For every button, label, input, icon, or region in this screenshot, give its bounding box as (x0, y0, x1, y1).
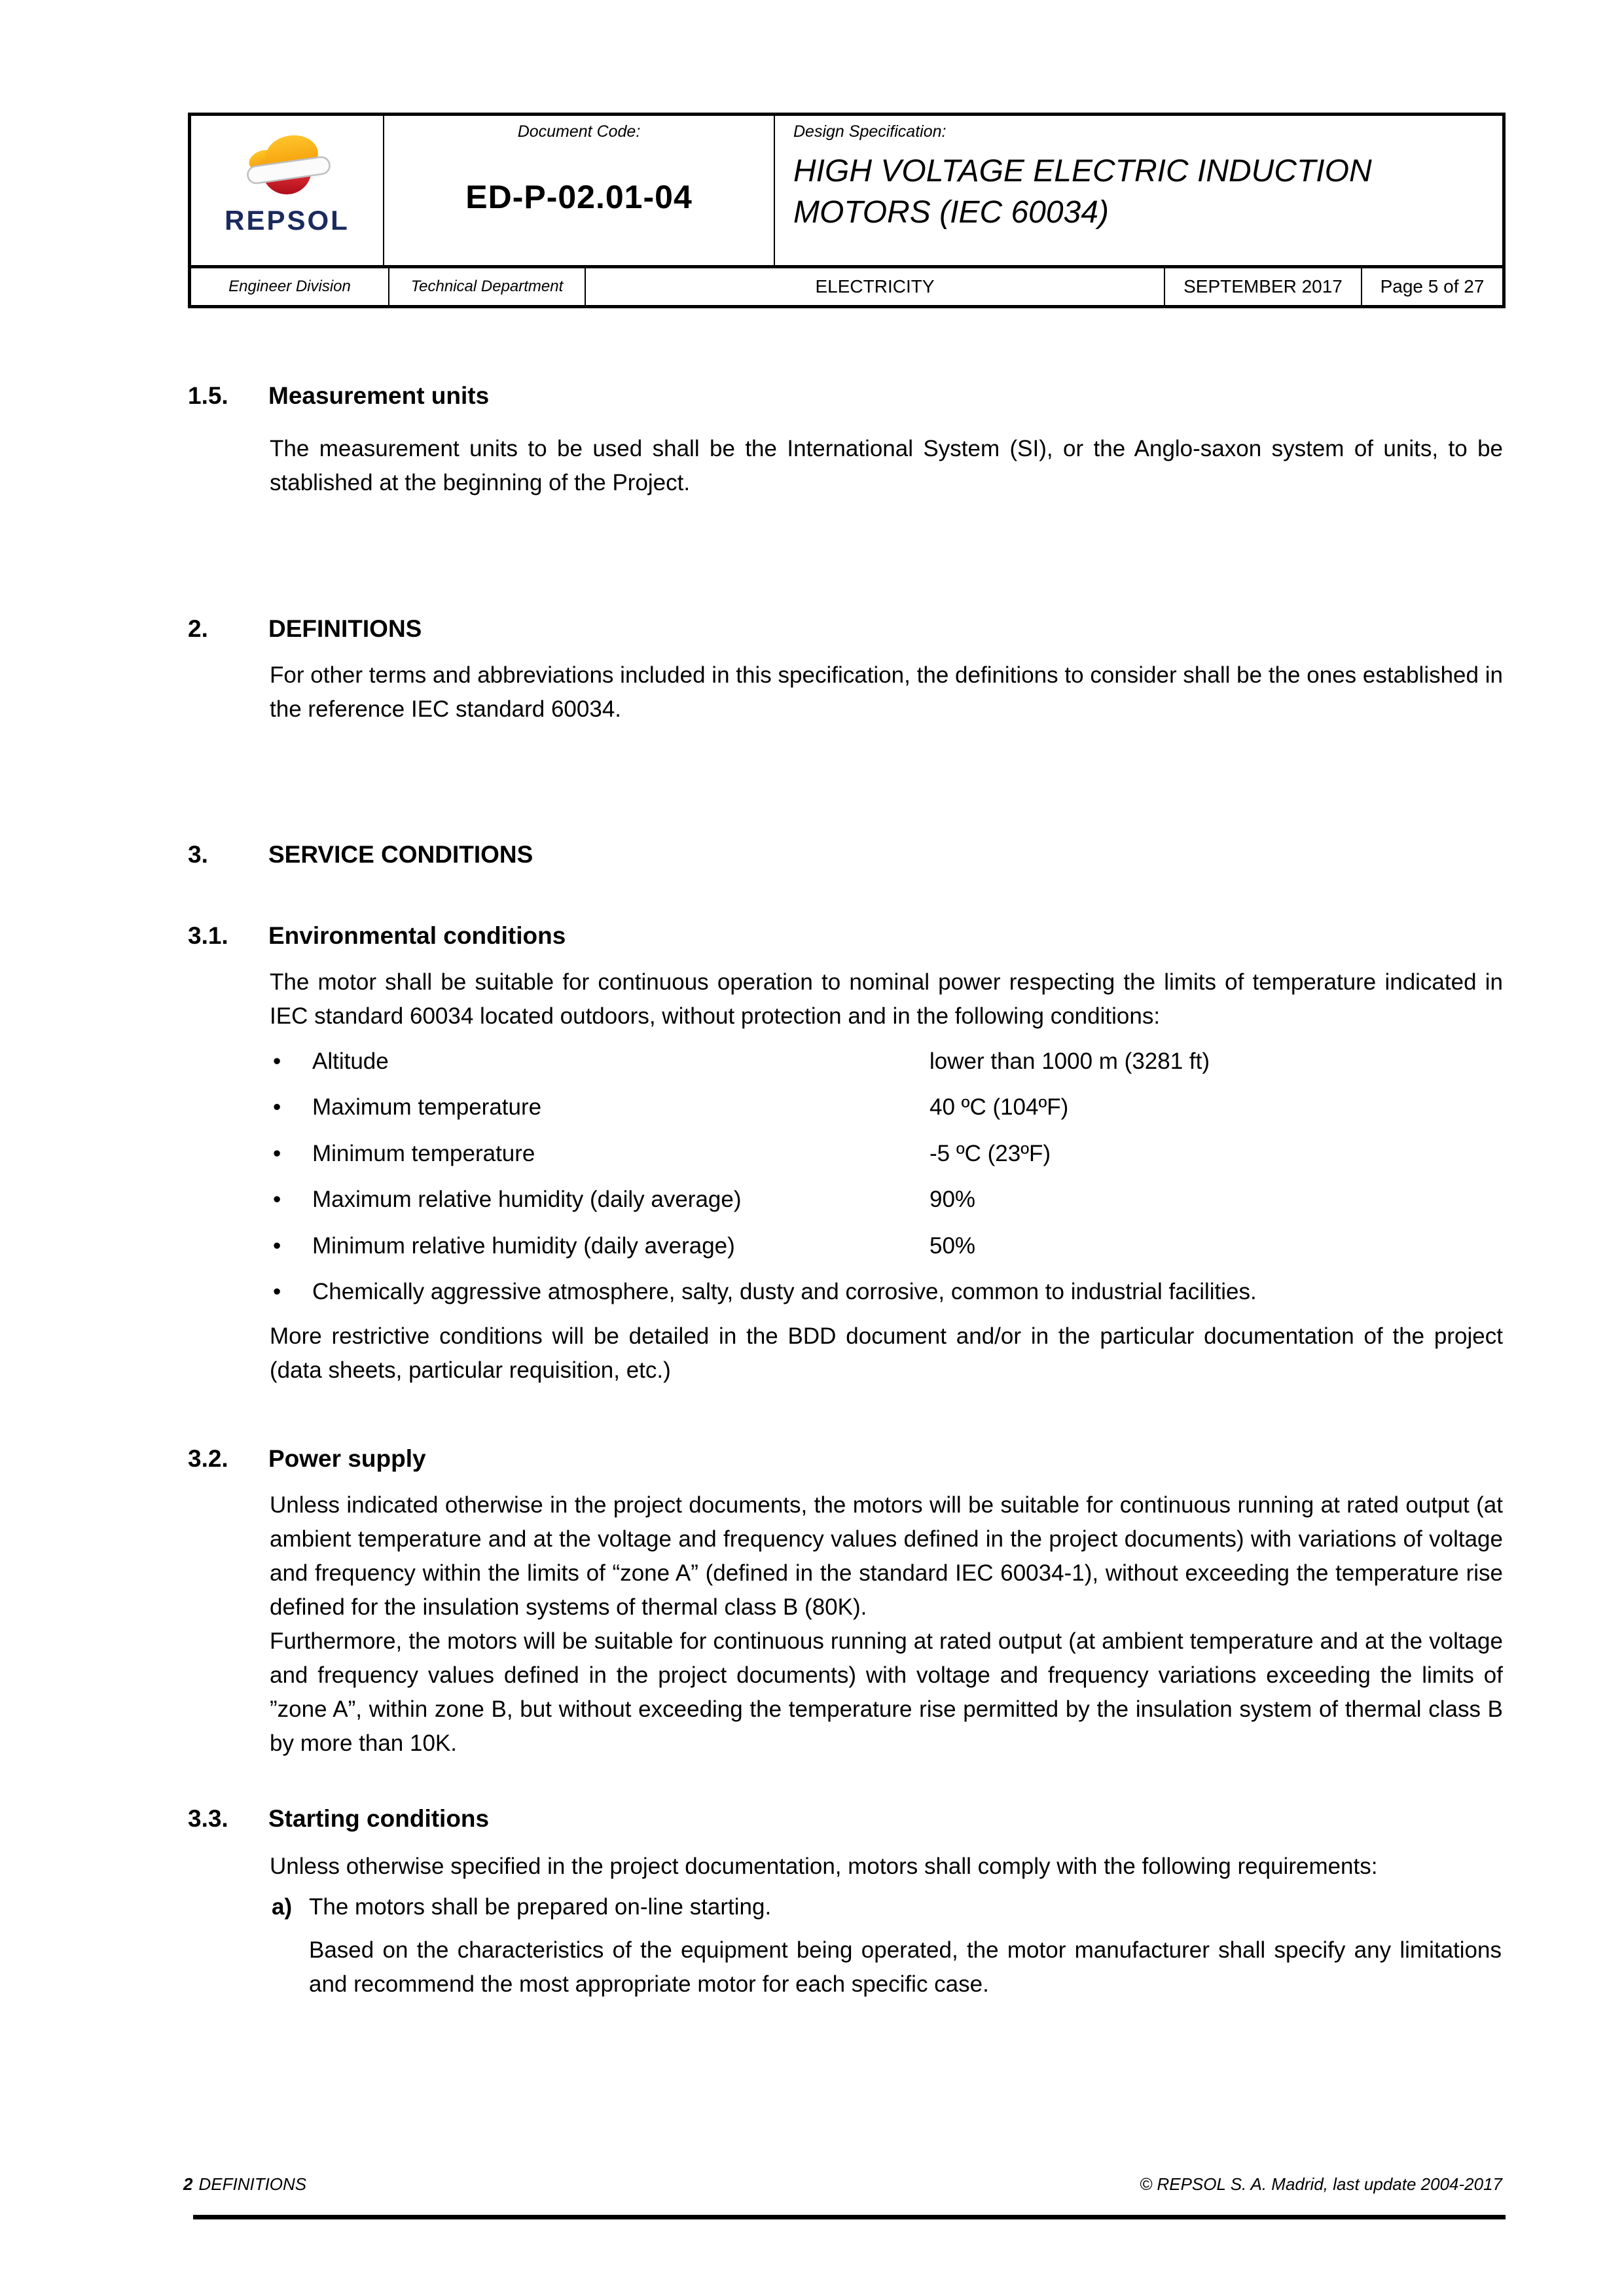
bullet-icon: • (273, 1049, 281, 1074)
section-heading-3 (188, 840, 533, 870)
section-heading-2 (188, 614, 422, 644)
section-title: Environmental conditions (268, 922, 566, 949)
document-title (793, 151, 1372, 233)
bullet-label: Maximum relative humidity (daily average) (312, 1187, 742, 1212)
discipline-cell: ELECTRICITY (586, 268, 1165, 305)
section-heading-3-1 (188, 921, 566, 951)
paragraph-item-a-detail: Based on the characteristics of the equipment being operated, the motor manufacturer shall specify any limitations and recommend the most appropriate motor for each specific case. (309, 1937, 1502, 1997)
bullet-row-min-temperature (270, 1137, 1503, 1171)
section-heading-1-5 (188, 381, 489, 411)
footer-rule (193, 2215, 1506, 2219)
paragraph-measurement-units: The measurement units to be used shall be the International System (SI), or the Anglo-saxon system of units, to be stablished at the beginning of the Project. (270, 436, 1503, 495)
bullet-value: -5 ºC (23ºF) (929, 1141, 1051, 1166)
paragraph-power-supply-2: Furthermore, the motors will be suitable for continuous running at rated output (at ambient temperature and at the voltage and frequency values defined in the project documents) with voltage and frequency variations exceeding the limits of ”zone A”, within zone B, but without exceeding the temperature rise permitted by the insulation system of thermal class B by more than 10K. (270, 1628, 1503, 1756)
document-title-line2: MOTORS (IEC 60034) (793, 195, 1109, 230)
bullet-row-atmosphere (270, 1275, 1503, 1309)
repsol-brand-wordmark: REPSOL (225, 205, 350, 236)
section-heading-3-2 (188, 1444, 426, 1474)
header-meta-row (191, 268, 1502, 305)
design-spec-cell (775, 116, 1502, 265)
section-number: 3.2. (188, 1445, 228, 1472)
bullet-value: 40 ºC (104ºF) (929, 1094, 1069, 1120)
technical-department-cell: Technical Department (389, 268, 586, 305)
bullet-label: Minimum relative humidity (daily average) (312, 1233, 735, 1259)
bullet-icon: • (273, 1279, 281, 1304)
section-title: Power supply (268, 1445, 426, 1472)
alpha-list-item-a (272, 1890, 1502, 1924)
bullet-label: Minimum temperature (312, 1141, 535, 1166)
bullet-icon: • (273, 1141, 281, 1166)
repsol-logo-icon (238, 133, 336, 198)
bullet-value: lower than 1000 m (3281 ft) (929, 1049, 1210, 1074)
bullet-label: Maximum temperature (312, 1094, 542, 1120)
paragraph-more-restrictive: More restrictive conditions will be detailed in the BDD document and/or in the particular documentation of the project (data sheets, particular requisition, etc.) (270, 1323, 1503, 1383)
bullet-value: 50% (929, 1233, 976, 1259)
alpha-text: The motors shall be prepared on-line starting. (309, 1894, 772, 1920)
bullet-row-max-humidity (270, 1183, 1503, 1217)
bullet-icon: • (273, 1187, 281, 1212)
document-code-label: Document Code: (517, 122, 641, 141)
bullet-label: Chemically aggressive atmosphere, salty, dusty and corrosive, common to industrial facilities. (312, 1279, 1257, 1304)
paragraph-definitions: For other terms and abbreviations included in this specification, the definitions to consider shall be the ones established in the reference IEC standard 60034. (270, 662, 1503, 722)
paragraph-environmental-conditions: The motor shall be suitable for continuous operation to nominal power respecting the limits of temperature indicated in IEC standard 60034 located outdoors, without protection and in the following conditions: (270, 969, 1503, 1029)
section-heading-3-3 (188, 1804, 489, 1834)
document-title-line1: HIGH VOLTAGE ELECTRIC INDUCTION (793, 154, 1372, 188)
section-number: 3. (188, 841, 208, 868)
design-spec-label: Design Specification: (793, 122, 947, 141)
page-number-cell: Page 5 of 27 (1380, 276, 1485, 296)
section-number: 1.5. (188, 382, 228, 409)
bullet-row-min-humidity (270, 1229, 1503, 1263)
bullet-value: 90% (929, 1187, 976, 1212)
section-number: 3.3. (188, 1805, 228, 1832)
document-code: ED-P-02.01-04 (465, 179, 693, 215)
logo-cell (191, 116, 384, 265)
bullet-row-max-temperature (270, 1090, 1503, 1124)
footer-chapter (183, 2174, 306, 2195)
bullet-label: Altitude (312, 1049, 389, 1074)
section-title: Starting conditions (268, 1805, 490, 1832)
engineer-division-cell: Engineer Division (191, 268, 389, 305)
footer-copyright: © REPSOL S. A. Madrid, last update 2004-2017 (1140, 2174, 1502, 2194)
bullet-icon: • (273, 1233, 281, 1259)
section-number: 2. (188, 615, 208, 642)
bullet-icon: • (273, 1094, 281, 1120)
paragraph-power-supply-1: Unless indicated otherwise in the project documents, the motors will be suitable for continuous running at rated output (at ambient temperature and at the voltage and frequency values defined in the project documents) with variations of voltage and frequency within the limits of “zone A” (defined in the standard IEC 60034-1), without exceeding the temperature rise defined for the insulation systems of thermal class B (80K). (270, 1492, 1503, 1620)
section-number: 3.1. (188, 922, 228, 949)
document-header-table (188, 113, 1506, 308)
date-cell: SEPTEMBER 2017 (1165, 268, 1362, 305)
footer-chapter-title: DEFINITIONS (198, 2174, 307, 2194)
paragraph-starting-conditions: Unless otherwise specified in the project documentation, motors shall comply with the following requirements: (270, 1854, 1378, 1879)
document-code-cell (384, 116, 775, 265)
bullet-row-altitude (270, 1045, 1503, 1079)
section-title: SERVICE CONDITIONS (268, 841, 533, 868)
header-top-row (191, 116, 1502, 268)
section-title: Measurement units (268, 382, 490, 409)
section-title: DEFINITIONS (268, 615, 422, 642)
alpha-marker: a) (272, 1894, 293, 1920)
footer-chapter-number: 2 (183, 2174, 193, 2194)
